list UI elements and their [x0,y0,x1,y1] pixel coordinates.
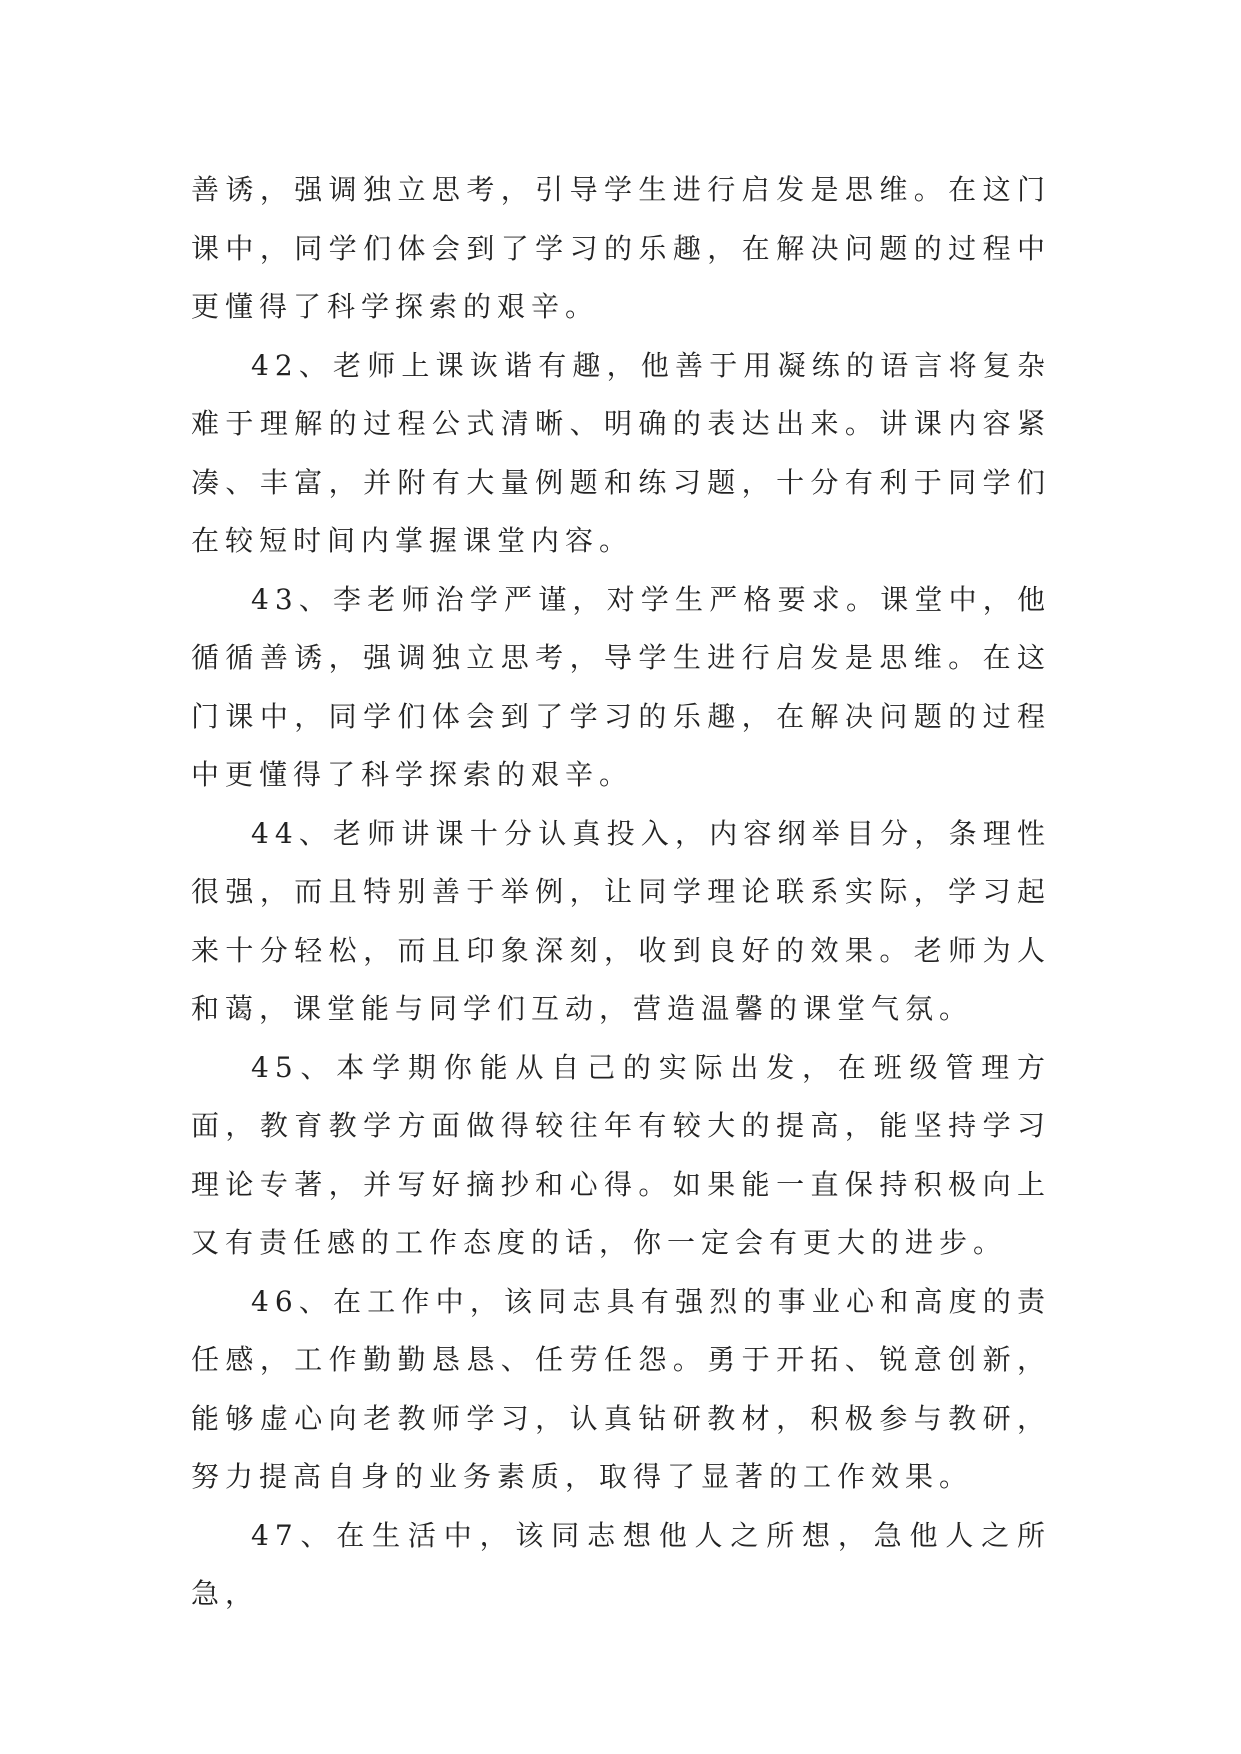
paragraph-42: 42、老师上课诙谐有趣，他善于用凝练的语言将复杂难于理解的过程公式清晰、明确的表达出来。讲课内容紧凑、丰富，并附有大量例题和练习题，十分有利于同学们在较短时间内掌握课堂内容。 [191,348,1051,557]
paragraph-44: 44、老师讲课十分认真投入，内容纲举目分，条理性很强，而且特别善于举例，让同学理论联系实际，学习起来十分轻松，而且印象深刻，收到良好的效果。老师为人和蔼，课堂能与同学们互动，营造温馨的课堂气氛。 [191,816,1051,1025]
document-body [191,161,1051,1624]
paragraph-43: 43、李老师治学严谨，对学生严格要求。课堂中，他循循善诱，强调独立思考，导学生进行启发是思维。在这门课中，同学们体会到了学习的乐趣，在解决问题的过程中更懂得了科学探索的艰辛。 [191,582,1051,791]
paragraph-45: 45、本学期你能从自己的实际出发，在班级管理方面，教育教学方面做得较往年有较大的提高，能坚持学习理论专著，并写好摘抄和心得。如果能一直保持积极向上又有责任感的工作态度的话，你一定会有更大的进步。 [191,1050,1051,1259]
paragraph-47: 47、在生活中，该同志想他人之所想，急他人之所急， [191,1518,1051,1610]
paragraph-46: 46、在工作中，该同志具有强烈的事业心和高度的责任感，工作勤勤恳恳、任劳任怨。勇于开拓、锐意创新，能够虚心向老教师学习，认真钻研教材，积极参与教研，努力提高自身的业务素质，取得了显著的工作效果。 [191,1284,1051,1493]
paragraph-continued: 善诱，强调独立思考，引导学生进行启发是思维。在这门课中，同学们体会到了学习的乐趣，在解决问题的过程中更懂得了科学探索的艰辛。 [191,173,1051,323]
